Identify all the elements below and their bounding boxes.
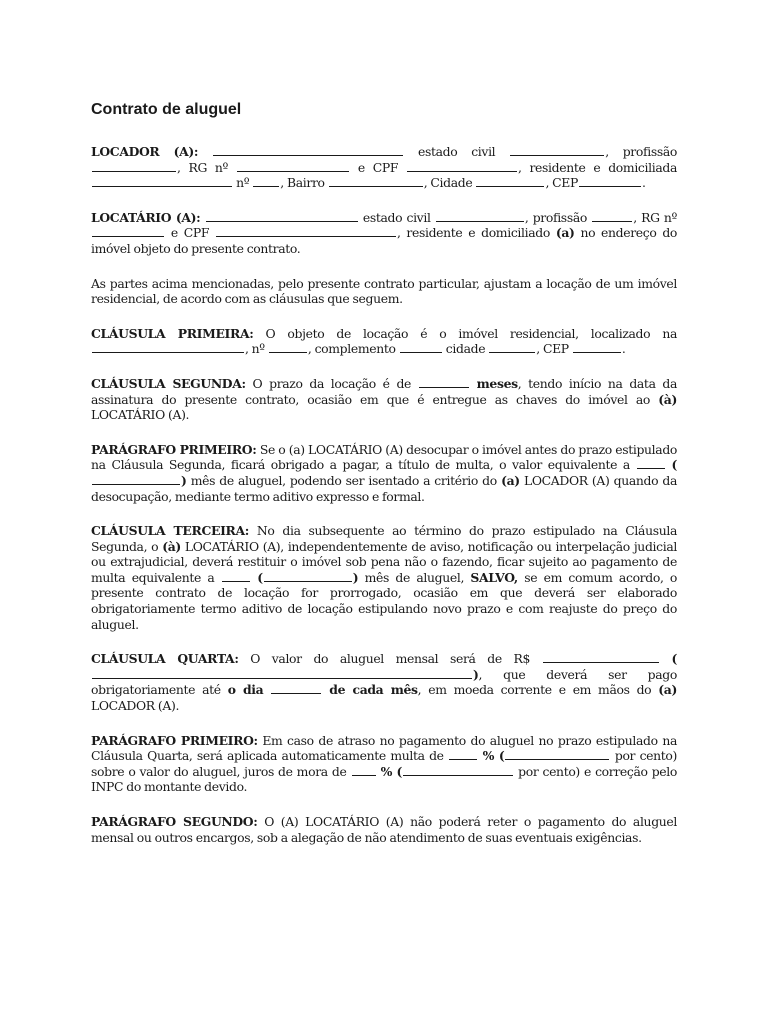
clausula-primeira-text: , nº: [245, 341, 265, 357]
contract-page: [91, 100, 677, 864]
clausula-segunda-text: O prazo da locação é de: [252, 375, 412, 391]
locador-text: .: [641, 175, 646, 191]
clausula-quarta-label: CLÁUSULA QUARTA:: [91, 651, 239, 667]
paragrafo-primeiro-b-interest-blank: [352, 764, 376, 776]
paragrafo-primeiro-a-text: (a): [501, 472, 520, 488]
locador-text: nº: [236, 175, 250, 191]
clausula-segunda-label: CLÁUSULA SEGUNDA:: [91, 375, 246, 391]
clausula-quarta-text: , que deverá ser pago obrigatoriamente até: [91, 666, 677, 698]
locador-address-blank: [92, 175, 232, 187]
clausula-quarta-day-blank: [271, 682, 321, 694]
locador-text: , Cidade: [423, 175, 473, 191]
clausula-quarta-text: O valor do aluguel mensal será de R$: [250, 651, 531, 667]
paragrafo-primeiro-b-text: por cento) e correção pelo INPC do montante devido.: [91, 763, 678, 795]
clausula-primeira-label: CLÁUSULA PRIMEIRA:: [91, 325, 254, 341]
paragrafo-primeiro-b-text: por cento) sobre o valor do aluguel, juros de mora de: [91, 748, 678, 779]
locatario-text: , residente e domiciliado: [396, 225, 550, 241]
clausula-terceira-text: SALVO,: [470, 569, 518, 585]
paragrafo-primeiro-a-label: PARÁGRAFO PRIMEIRO:: [91, 441, 257, 457]
paragrafo-primeiro-a-text: Se o (a) LOCATÁRIO (A) desocupar o imóvel antes do prazo estipulado na Cláusula Segunda, ficará obrigado a pagar, a título de multa, o valor equivalente a: [91, 441, 678, 473]
paragrafo-primeiro-a-value-blank: [637, 457, 665, 469]
clausula-segunda-text: meses: [476, 375, 518, 391]
locador-text: , CEP: [545, 175, 578, 191]
clausula-terceira-label: CLÁUSULA TERCEIRA:: [91, 523, 249, 539]
locador-text: , residente e domiciliada: [517, 159, 678, 175]
clausula-quarta-text: LOCADOR (A).: [91, 698, 180, 714]
locador-name-blank: [213, 144, 403, 156]
clausula-primeira-cep-blank: [573, 341, 621, 353]
clausula-quarta-text: de cada mês: [329, 682, 418, 698]
paragrafo-primeiro-a-text: mês de aluguel, podendo ser isentado a critério do: [190, 472, 497, 488]
clausula-primeira-address-blank: [92, 341, 244, 353]
paragrafo-primeiro-b-label: PARÁGRAFO PRIMEIRO:: [91, 732, 258, 748]
locador-rg-blank: [237, 160, 349, 172]
paragrafo-primeiro-b-text: Em caso de atraso no pagamento do aluguel no prazo estipulado na Cláusula Quarta, será aplicada automaticamente multa de: [91, 732, 677, 764]
locatario-rg-blank: [92, 225, 164, 237]
locatario-text: estado civil: [362, 209, 431, 225]
clausula-quarta-text: (a): [658, 682, 677, 698]
clausula-terceira-words-blank: [264, 570, 352, 582]
locatario-text: e CPF: [170, 225, 210, 241]
paragrafo-primeiro-b-interest-words-blank: [403, 764, 513, 776]
locatario-name-blank: [206, 210, 358, 222]
clausula-quarta-text: (: [671, 651, 677, 667]
clausula-segunda-text: , tendo início na data da assinatura do presente contrato, ocasião em que é entregue as chaves do imóvel ao: [91, 375, 678, 407]
paragrafo-primeiro-b-text: % (: [482, 748, 505, 764]
paragrafo-segundo: [91, 814, 677, 845]
clausula-terceira-text: No dia subsequente ao término do prazo estipulado na Cláusula Segunda, o: [91, 523, 677, 554]
locatario-paragraph: [91, 210, 677, 257]
locador-paragraph: [91, 144, 677, 191]
locador-cpf-blank: [407, 160, 517, 172]
clausula-terceira: [91, 523, 677, 632]
paragrafo-primeiro-a: [91, 442, 677, 504]
paragrafo-primeiro-a-words-blank: [92, 473, 180, 485]
clausula-primeira-text: O objeto de locação é o imóvel residencial, localizado na: [265, 325, 677, 341]
locador-text: , RG nº: [177, 159, 229, 175]
document-title: Contrato de aluguel: [91, 101, 242, 118]
paragrafo-primeiro-b: [91, 733, 677, 795]
clausula-terceira-text: (à): [162, 538, 181, 554]
clausula-quarta-words-blank: [92, 667, 472, 679]
paragrafo-segundo-text: O (A) LOCATÁRIO (A) não poderá reter o pagamento do aluguel mensal ou outros encargos, sob a alegação de não atendimento de suas eventuais exigências.: [91, 814, 677, 845]
intro-paragraph: As partes acima mencionadas, pelo presente contrato particular, ajustam a locação de um imóvel residencial, de acordo com as cláusulas que seguem.: [91, 275, 677, 307]
locador-profession-blank: [92, 160, 176, 172]
locador-bairro-blank: [329, 175, 423, 187]
clausula-quarta-value-blank: [543, 651, 659, 663]
locador-text: estado civil: [417, 144, 496, 159]
clausula-primeira-text: .: [621, 341, 626, 357]
clausula-primeira-text: , complemento: [307, 341, 396, 357]
clausula-segunda-text: LOCATÁRIO (A).: [91, 407, 190, 423]
locatario-text: (a): [555, 225, 575, 241]
locador-text: , profissão: [605, 144, 677, 159]
clausula-primeira-complement-blank: [400, 341, 442, 353]
locatario-profession-blank: [592, 210, 632, 222]
clausula-terceira-text: (: [257, 569, 263, 585]
paragrafo-segundo-label: PARÁGRAFO SEGUNDO:: [91, 814, 258, 829]
clausula-primeira-text: , CEP: [536, 341, 569, 357]
locatario-text: , RG nº: [633, 209, 677, 225]
clausula-quarta-text: o dia: [227, 682, 264, 698]
clausula-primeira: [91, 326, 677, 357]
clausula-terceira-text: LOCATÁRIO (A), independentemente de aviso, notificação ou interpelação judicial ou extrajudicial, deverá restituir o imóvel sob pena não o fazendo, ficar sujeito ao pagamento de multa equivalente a: [91, 538, 677, 585]
paragrafo-primeiro-b-fine-blank: [449, 748, 477, 760]
locador-text: e CPF: [357, 159, 399, 175]
paragrafo-primeiro-a-text: (: [671, 457, 678, 473]
clausula-segunda: [91, 376, 677, 423]
clausula-quarta: [91, 651, 677, 713]
locador-label: LOCADOR (A):: [91, 144, 199, 159]
locador-city-blank: [476, 175, 544, 187]
locatario-cpf-blank: [216, 225, 396, 237]
clausula-terceira-text: ): [352, 569, 359, 585]
clausula-quarta-text: , em moeda corrente e em mãos do: [417, 682, 652, 698]
clausula-segunda-months-blank: [419, 376, 469, 388]
clausula-primeira-number-blank: [269, 341, 307, 353]
paragrafo-primeiro-b-text: % (: [380, 763, 403, 779]
locatario-text: no endereço do imóvel objeto do presente contrato.: [91, 225, 678, 256]
locador-civil-blank: [510, 144, 604, 156]
paragrafo-primeiro-a-text: ): [181, 472, 187, 488]
paragrafo-primeiro-a-text: LOCADOR (A) quando da desocupação, mediante termo aditivo expresso e formal.: [91, 472, 678, 504]
clausula-terceira-value-blank: [222, 570, 250, 582]
paragrafo-primeiro-b-fine-words-blank: [505, 748, 609, 760]
locador-text: , Bairro: [280, 175, 325, 191]
clausula-primeira-city-blank: [489, 341, 535, 353]
clausula-terceira-text: mês de aluguel,: [364, 569, 465, 585]
locador-number-blank: [253, 175, 279, 187]
clausula-primeira-text: cidade: [445, 341, 486, 357]
locador-cep-blank: [579, 175, 641, 187]
locatario-civil-blank: [436, 210, 524, 222]
clausula-segunda-text: (à): [658, 391, 677, 407]
locatario-label: LOCATÁRIO (A):: [91, 209, 201, 225]
locatario-text: , profissão: [524, 209, 587, 225]
clausula-quarta-text: ): [473, 666, 479, 682]
clausula-terceira-text: se em comum acordo, o presente contrato de locação for prorrogado, ocasião em que deverá ser elaborado obrigatoriamente termo aditivo de locação estipulando novo prazo e com reajuste do preço do aluguel.: [91, 569, 678, 632]
